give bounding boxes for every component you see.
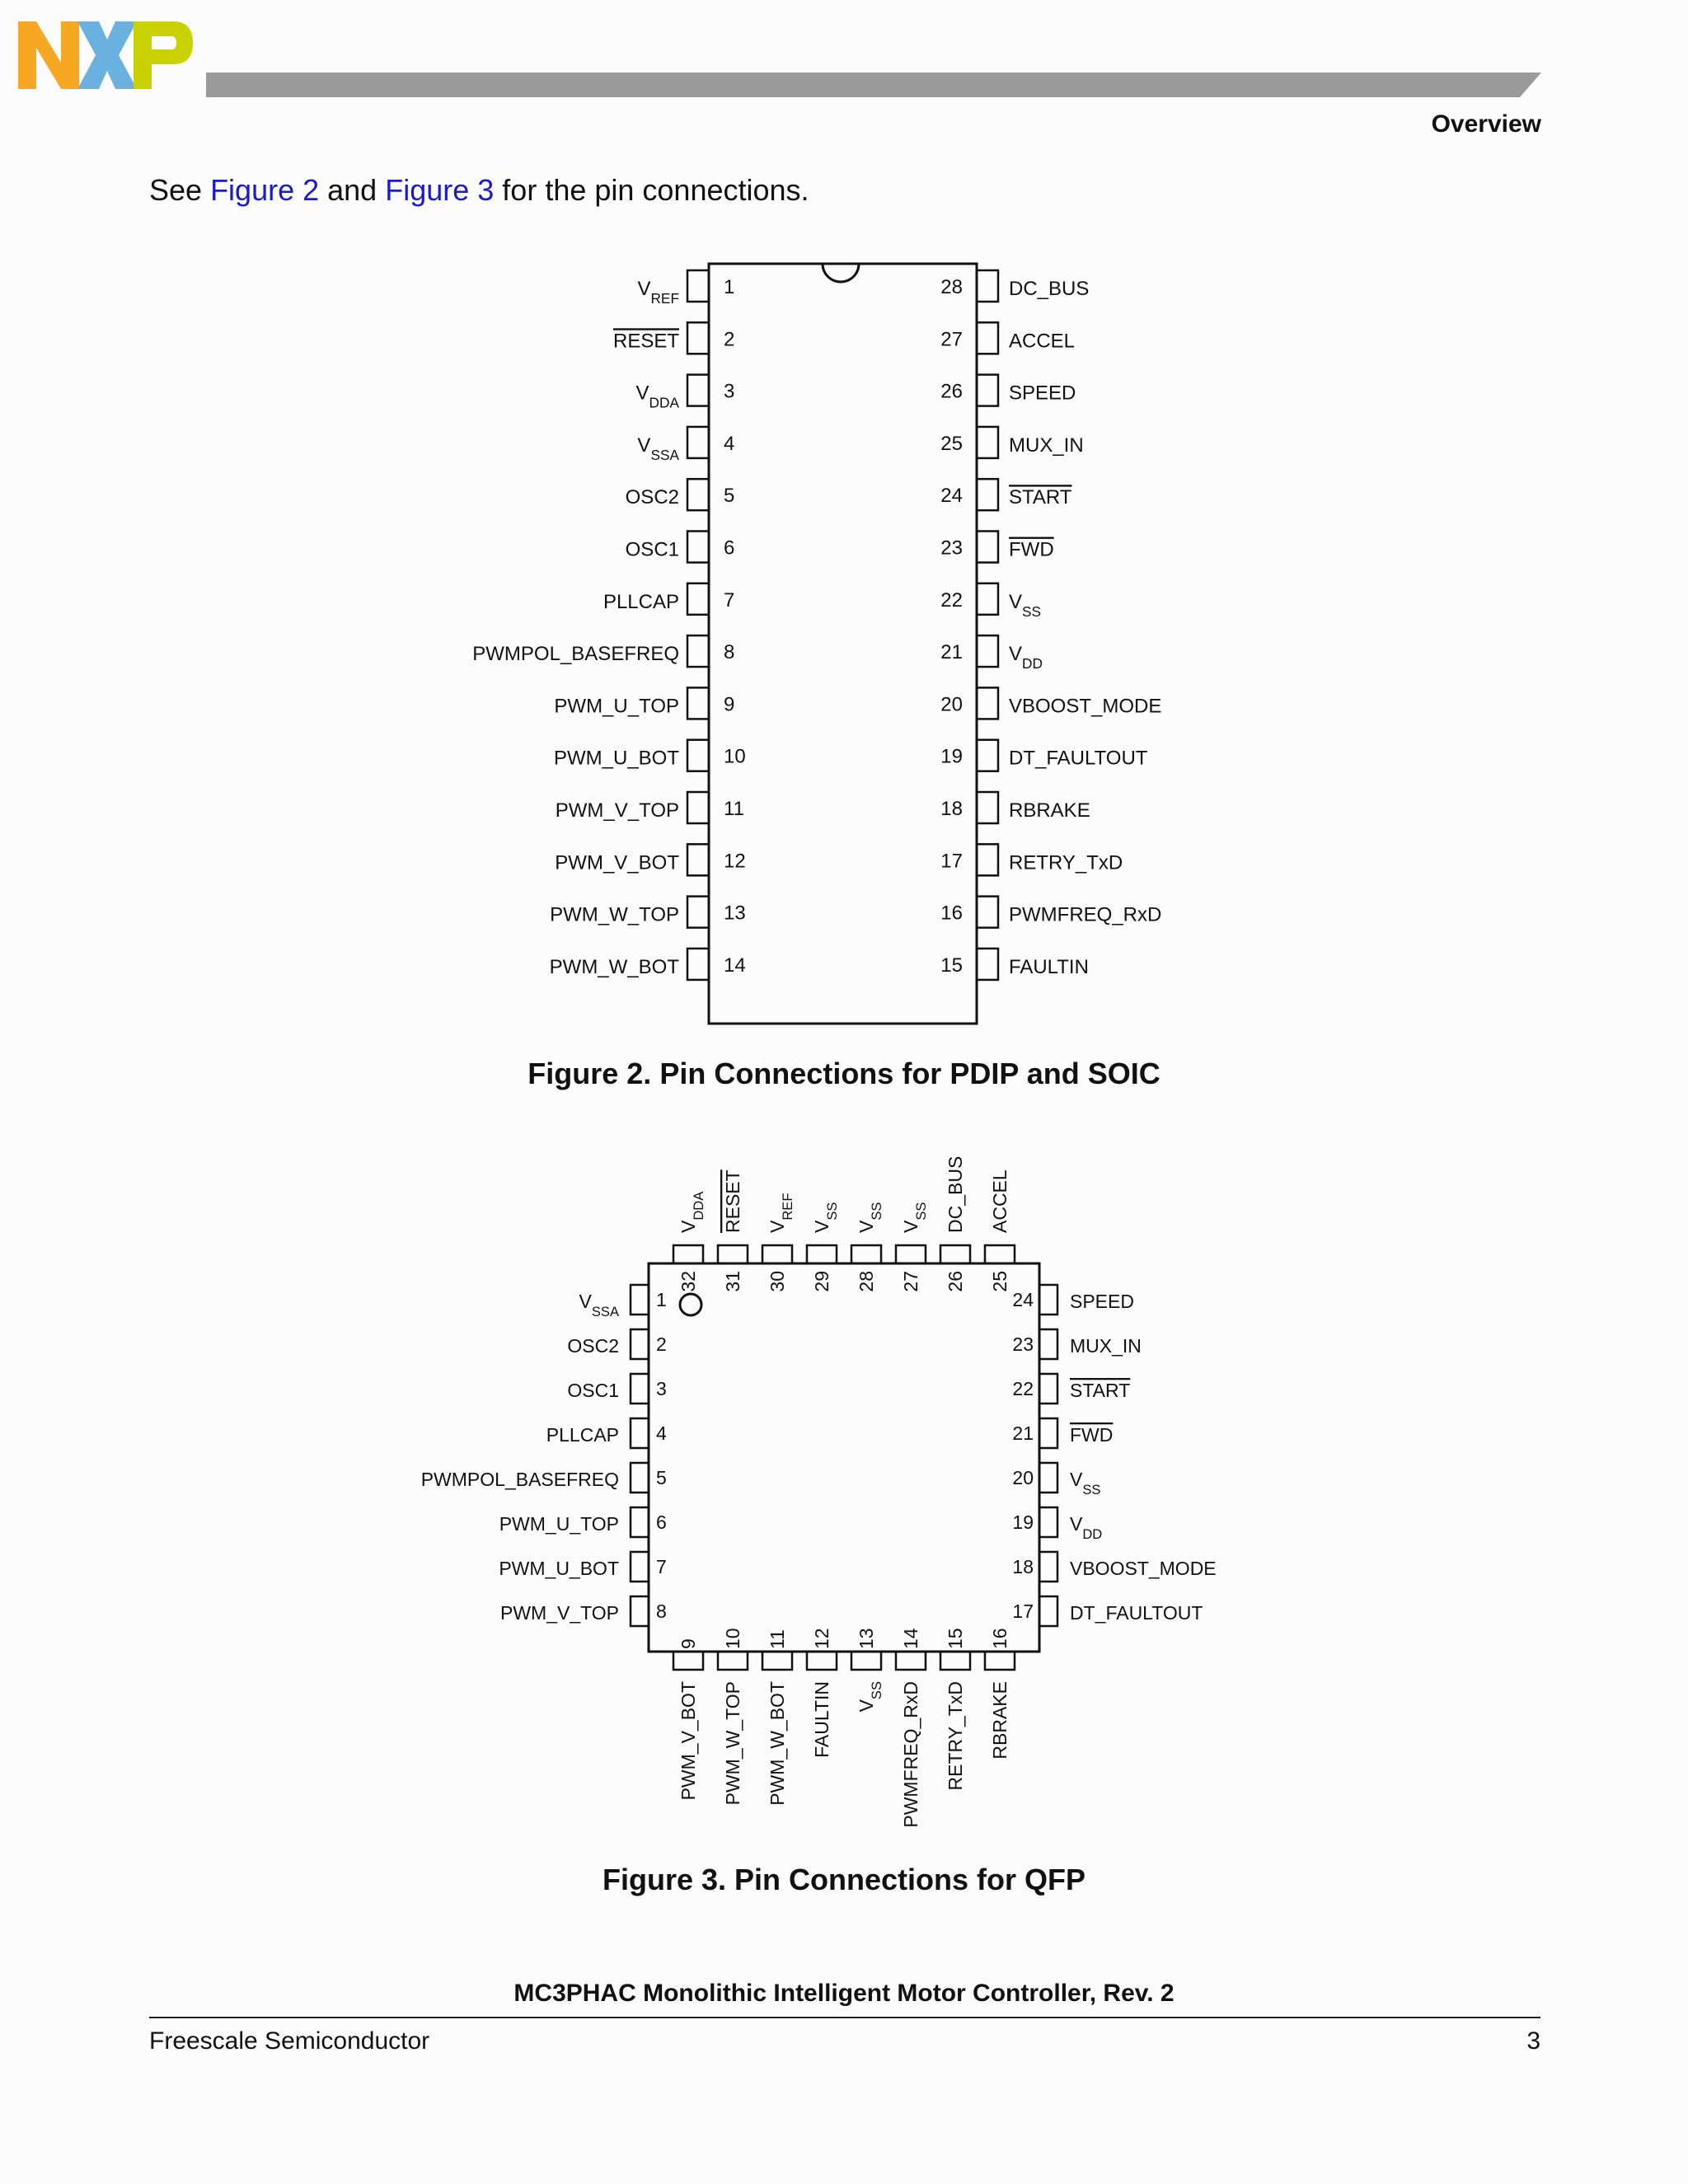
pin-16-number: 16 <box>989 1628 1010 1649</box>
pin-6-lead <box>631 1507 649 1537</box>
pin-5-number: 5 <box>724 485 735 508</box>
pin-22-number: 22 <box>1012 1378 1034 1399</box>
pin-24-lead <box>977 479 998 510</box>
pin-5-lead <box>631 1463 649 1493</box>
pin-10-number: 10 <box>722 1628 743 1649</box>
pin-15-number: 15 <box>940 954 963 977</box>
pin-14-lead <box>896 1652 926 1670</box>
pin-29-lead <box>807 1245 837 1263</box>
pin-10-lead <box>687 740 709 771</box>
section-title: Overview <box>1431 110 1541 138</box>
pin-6-number: 6 <box>656 1511 667 1533</box>
pin-12-lead <box>687 844 709 875</box>
pin-1-lead <box>687 270 709 302</box>
pin-3-number: 3 <box>656 1378 667 1399</box>
pin-7-lead <box>631 1552 649 1582</box>
pin-24-number: 24 <box>940 485 963 508</box>
pin-6-label-osc1: OSC1 <box>625 538 679 561</box>
pin-2-number: 2 <box>724 328 735 351</box>
pin-9-number: 9 <box>724 693 735 716</box>
pin-30-number: 30 <box>767 1271 788 1292</box>
pin-23-lead <box>1039 1329 1057 1359</box>
pin-1-number: 1 <box>656 1289 667 1310</box>
pin-2-number: 2 <box>656 1333 667 1355</box>
pin-7-lead <box>687 583 709 615</box>
pin-25-number: 25 <box>989 1271 1010 1292</box>
pin-3-label-vdda: $V_{DDA}$ <box>635 382 679 411</box>
pin-25-number: 25 <box>940 432 963 455</box>
pin-21-number: 21 <box>940 641 963 664</box>
pin-22-label-vss: $V_{SS}$ <box>1009 590 1042 620</box>
pin-3-lead <box>631 1374 649 1404</box>
pin-26-label-speed: SPEED <box>1009 382 1076 405</box>
pin-25-label-mux-in: MUX_IN <box>1009 434 1084 457</box>
pin-15-number: 15 <box>945 1628 966 1649</box>
pin-2-label-reset: RESET <box>612 330 679 353</box>
pin-12-label-faultin: FAULTIN <box>811 1681 832 1758</box>
pin-26-lead <box>940 1245 970 1263</box>
pin-24-label-start: START <box>1009 486 1072 509</box>
pin-3-lead <box>687 375 709 406</box>
company-name: Freescale Semiconductor <box>149 2027 430 2055</box>
pin-3-label-osc1: OSC1 <box>567 1380 619 1401</box>
pin-18-lead <box>1039 1552 1057 1582</box>
pin-9-number: 9 <box>678 1638 699 1649</box>
pin-11-label-pwm-v-top: PWM_V_TOP <box>555 799 679 822</box>
pin-11-lead <box>762 1652 792 1670</box>
pin-19-label-vdd: $V_{DD}$ <box>1070 1513 1103 1542</box>
pin-20-label-vboost-mode: VBOOST_MODE <box>1009 695 1162 718</box>
pin-21-lead <box>977 635 998 667</box>
pin-10-number: 10 <box>724 745 746 768</box>
pin-11-label-pwm-w-bot: PWM_W_BOT <box>767 1681 788 1806</box>
pin-20-lead <box>977 687 998 719</box>
pin-27-label-vss: $V_{SS}$ <box>900 1202 929 1233</box>
pin-24-lead <box>1039 1285 1057 1315</box>
pin-8-number: 8 <box>724 641 735 664</box>
pin-2-lead <box>687 322 709 354</box>
pin-4-label-pllcap: PLLCAP <box>546 1424 619 1446</box>
pin-23-lead <box>977 532 998 563</box>
pin-27-lead <box>977 322 998 354</box>
pin-14-label-pwmfreq-rxd: PWMFREQ_RxD <box>900 1681 921 1828</box>
pin-22-number: 22 <box>940 588 963 612</box>
pin-19-number: 19 <box>1012 1511 1034 1533</box>
pin-15-lead <box>940 1652 970 1670</box>
pin-32-lead <box>673 1245 703 1263</box>
pin-9-label-pwm-u-top: PWM_U_TOP <box>554 695 679 718</box>
pin-2-label-osc2: OSC2 <box>567 1335 619 1357</box>
pin-5-number: 5 <box>656 1467 667 1488</box>
pin-5-lead <box>687 479 709 510</box>
pin-28-label-vss: $V_{SS}$ <box>856 1202 884 1233</box>
pin-27-number: 27 <box>900 1271 921 1292</box>
pin-14-lead <box>687 949 709 980</box>
pin-11-lead <box>687 792 709 823</box>
figure2-caption: Figure 2. Pin Connections for PDIP and SOIC <box>528 1057 1160 1090</box>
pin-17-label-dt-faultout: DT_FAULTOUT <box>1070 1602 1203 1624</box>
pin-10-lead <box>718 1652 748 1670</box>
pin-19-number: 19 <box>940 745 963 768</box>
pin-22-lead <box>1039 1374 1057 1404</box>
pin-21-lead <box>1039 1418 1057 1448</box>
pin-16-label-pwmfreq-rxd: PWMFREQ_RxD <box>1009 903 1162 926</box>
pin-4-lead <box>631 1418 649 1448</box>
pin-1-lead <box>631 1285 649 1315</box>
qfp-package-body <box>649 1263 1039 1652</box>
pin-14-label-pwm-w-bot: PWM_W_BOT <box>549 955 679 978</box>
pin-20-label-vss: $V_{SS}$ <box>1070 1469 1101 1497</box>
pin-4-label-vssa: $V_{SSA}$ <box>637 434 679 463</box>
pin-29-number: 29 <box>811 1271 832 1292</box>
pin-12-lead <box>807 1652 837 1670</box>
pin-4-lead <box>687 427 709 458</box>
pin-12-number: 12 <box>811 1628 832 1649</box>
pin-30-lead <box>762 1245 792 1263</box>
pin-11-number: 11 <box>767 1629 788 1649</box>
pin-16-number: 16 <box>940 902 963 925</box>
pin-4-number: 4 <box>724 432 735 455</box>
pin-3-number: 3 <box>724 380 735 403</box>
intro-paragraph: See Figure 2 and Figure 3 for the pin connections. <box>149 173 809 207</box>
pin-16-lead <box>985 1652 1015 1670</box>
nxp-logo <box>18 21 193 89</box>
figure2-link[interactable]: Figure 2 <box>210 173 320 207</box>
pin-19-lead <box>1039 1507 1057 1537</box>
pin-5-label-pwmpol-basefreq: PWMPOL_BASEFREQ <box>420 1469 619 1490</box>
pin-32-number: 32 <box>678 1271 699 1292</box>
pin-26-number: 26 <box>940 380 963 403</box>
pin-15-label-faultin: FAULTIN <box>1009 955 1089 978</box>
pin-19-label-dt-faultout: DT_FAULTOUT <box>1009 747 1148 770</box>
pin-26-lead <box>977 375 998 406</box>
pin-18-number: 18 <box>1012 1556 1034 1577</box>
dip-package-body <box>709 264 977 1024</box>
pin-17-lead <box>1039 1596 1057 1626</box>
pin-8-lead <box>631 1596 649 1626</box>
pin-25-label-accel: ACCEL <box>989 1169 1010 1233</box>
pin-21-label-vdd: $V_{DD}$ <box>1009 643 1043 673</box>
pin-10-label-pwm-u-bot: PWM_U_BOT <box>553 747 679 770</box>
pin-26-label-dc-bus: DC_BUS <box>945 1155 966 1233</box>
pin-28-lead <box>977 270 998 302</box>
pin-5-label-osc2: OSC2 <box>625 486 679 509</box>
pin-29-label-vss: $V_{SS}$ <box>811 1202 840 1233</box>
pin-24-number: 24 <box>1012 1289 1034 1310</box>
pin-30-label-vref: $V_{REF}$ <box>767 1193 795 1233</box>
pin-12-label-pwm-v-bot: PWM_V_BOT <box>555 851 679 874</box>
pin-24-label-speed: SPEED <box>1070 1291 1134 1312</box>
figure3-caption: Figure 3. Pin Connections for QFP <box>602 1863 1086 1896</box>
pin-22-lead <box>977 583 998 615</box>
pin-23-number: 23 <box>940 537 963 560</box>
pin-20-number: 20 <box>1012 1467 1034 1488</box>
pin-27-lead <box>896 1245 926 1263</box>
pin-1-label-vssa: $V_{SSA}$ <box>579 1291 619 1319</box>
pin-18-lead <box>977 792 998 823</box>
pin-32-label-vdda: $V_{DDA}$ <box>678 1191 706 1233</box>
pin-19-lead <box>977 740 998 771</box>
pin-20-number: 20 <box>940 693 963 716</box>
pin-11-number: 11 <box>724 798 744 820</box>
pin-12-number: 12 <box>724 850 746 873</box>
pin-10-label-pwm-w-top: PWM_W_TOP <box>722 1681 743 1806</box>
pin-8-number: 8 <box>656 1601 667 1622</box>
pin-14-number: 14 <box>900 1628 921 1649</box>
pin-25-lead <box>985 1245 1015 1263</box>
pin-18-label-vboost-mode: VBOOST_MODE <box>1070 1558 1217 1579</box>
pin-14-number: 14 <box>724 954 746 977</box>
pin-28-number: 28 <box>856 1271 877 1292</box>
pin-31-label-reset: RESET <box>722 1169 743 1233</box>
pin-23-label-fwd: FWD <box>1009 538 1054 561</box>
pdip-soic-pinout-diagram <box>0 255 1688 1030</box>
pin-17-label-retry-txd: RETRY_TxD <box>1009 851 1123 874</box>
pin-21-number: 21 <box>1012 1422 1034 1444</box>
pin-13-number: 13 <box>724 902 746 925</box>
pin-7-number: 7 <box>656 1556 667 1577</box>
pin-7-label-pllcap: PLLCAP <box>603 590 679 613</box>
pin-18-number: 18 <box>940 798 963 820</box>
pin-22-label-start: START <box>1070 1380 1131 1401</box>
pin-16-label-rbrake: RBRAKE <box>989 1681 1010 1760</box>
pin-7-label-pwm-u-bot: PWM_U_BOT <box>499 1558 619 1579</box>
pin-27-number: 27 <box>940 328 963 351</box>
pin-23-label-mux-in: MUX_IN <box>1070 1335 1142 1357</box>
pin-25-lead <box>977 427 998 458</box>
pin-13-label-pwm-w-top: PWM_W_TOP <box>550 903 679 926</box>
pin-1-label-vref: $V_{REF}$ <box>637 278 679 307</box>
pin-23-number: 23 <box>1012 1333 1034 1355</box>
pin-6-lead <box>687 532 709 563</box>
pin-13-lead <box>851 1652 881 1670</box>
pin-17-number: 17 <box>1012 1601 1034 1622</box>
pin-31-number: 31 <box>722 1271 743 1292</box>
page-number: 3 <box>1526 2027 1540 2055</box>
pin-2-lead <box>631 1329 649 1359</box>
pin-15-lead <box>977 949 998 980</box>
pin-9-lead <box>687 687 709 719</box>
pin-4-number: 4 <box>656 1422 667 1444</box>
pin-13-number: 13 <box>856 1628 877 1649</box>
pin-18-label-rbrake: RBRAKE <box>1009 799 1090 822</box>
pin-8-label-pwm-v-top: PWM_V_TOP <box>500 1602 619 1624</box>
pin-31-lead <box>718 1245 748 1263</box>
pin-26-number: 26 <box>945 1271 966 1292</box>
pin-8-lead <box>687 635 709 667</box>
pin-16-lead <box>977 897 998 928</box>
pin-6-label-pwm-u-top: PWM_U_TOP <box>499 1513 619 1535</box>
pin-27-label-accel: ACCEL <box>1009 330 1076 353</box>
pin-13-lead <box>687 897 709 928</box>
figure3-link[interactable]: Figure 3 <box>385 173 495 207</box>
pin-28-lead <box>851 1245 881 1263</box>
pin-6-number: 6 <box>724 537 735 560</box>
pin-1-number: 1 <box>724 276 735 298</box>
pin-17-lead <box>977 844 998 875</box>
pin-8-label-pwmpol-basefreq: PWMPOL_BASEFREQ <box>472 643 679 666</box>
pin-28-label-dc-bus: DC_BUS <box>1009 278 1090 300</box>
pin-21-label-fwd: FWD <box>1070 1424 1114 1446</box>
pin-17-number: 17 <box>940 850 963 873</box>
footer-rule <box>149 2017 1540 2018</box>
header-bar <box>206 0 1541 101</box>
document-title: MC3PHAC Monolithic Intelligent Motor Controller, Rev. 2 <box>513 1980 1175 2007</box>
pin-9-lead <box>673 1652 703 1670</box>
pin-20-lead <box>1039 1463 1057 1493</box>
pin-15-label-retry-txd: RETRY_TxD <box>945 1681 966 1791</box>
pin-13-label-vss: $V_{SS}$ <box>856 1681 884 1713</box>
pin-7-number: 7 <box>724 588 735 612</box>
qfp-pinout-diagram <box>0 1154 1688 1854</box>
pin-9-label-pwm-v-bot: PWM_V_BOT <box>678 1681 699 1801</box>
pin-28-number: 28 <box>940 276 963 298</box>
